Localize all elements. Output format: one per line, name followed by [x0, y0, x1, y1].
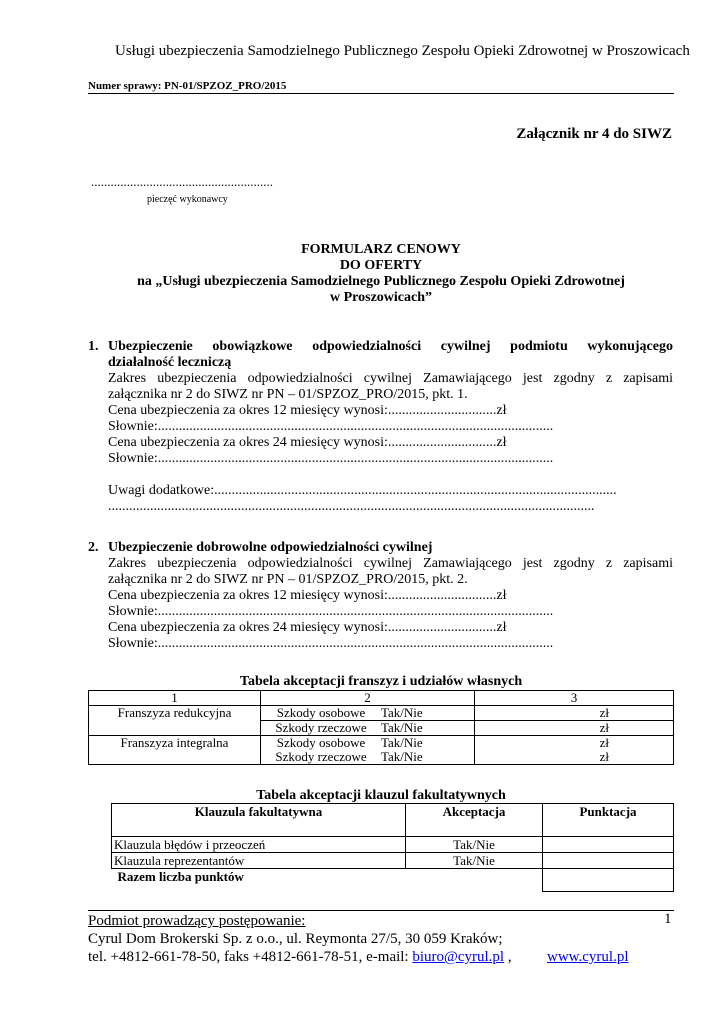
franchise-sub-type: Szkody osobowe [276, 705, 366, 720]
section2-scope-line2: załącznika nr 2 do SIWZ nr PN – 01/SPZOZ_PRO/2015, pkt. 2. [108, 572, 468, 587]
form-title-line2: DO OFERTY [339, 258, 423, 273]
clause-name: Klauzula błędów i przeoczeń [112, 837, 406, 853]
section1-heading-word: podmiotu [510, 339, 568, 354]
franchise-amount: zł [475, 750, 674, 765]
clause-accept: Tak/Nie [406, 853, 543, 869]
section1-remarks-line2: ........................................................................................................................................... [108, 499, 595, 514]
franchise-amount: zł [475, 721, 674, 736]
franchise-accept: Tak/Nie [381, 735, 423, 750]
table-row [89, 750, 674, 765]
stamp-caption: pieczęć wykonawcy [147, 194, 228, 205]
clause-col-header: Punktacja [543, 804, 674, 837]
franchise-sub-cell [261, 721, 475, 736]
section2-scope-word: cywilnej [363, 556, 412, 571]
clause-total-row [112, 869, 674, 892]
section1 [108, 339, 673, 515]
footer-divider [88, 910, 674, 911]
franchise-sub-cell [261, 750, 475, 765]
section1-scope-word: cywilnej [363, 371, 412, 386]
section1-words-12-months: Słownie:................................................................................................................. [108, 419, 554, 434]
section1-scope [108, 371, 673, 387]
section1-scope-word: zapisami [623, 371, 673, 386]
section1-heading [108, 339, 673, 355]
franchise-table [88, 690, 674, 765]
website-link[interactable] [547, 949, 629, 966]
franchise-sub-cell [261, 736, 475, 751]
section1-heading-word: wykonującego [587, 339, 673, 354]
section2 [108, 540, 673, 652]
franchise-table-header-row [89, 691, 674, 706]
clause-points-cell[interactable] [543, 837, 674, 853]
footer-contact-text: tel. +4812-661-78-50, faks +4812-661-78-51, e-mail: [88, 949, 413, 965]
table-row [89, 736, 674, 751]
franchise-sub-type: Szkody rzeczowe [275, 749, 367, 764]
franchise-col-header: 1 [89, 691, 261, 706]
section1-price-24-months: Cena ubezpieczenia za okres 24 miesięcy wynosi:...............................zł [108, 435, 507, 450]
section2-scope-word: ubezpieczenia [157, 556, 237, 571]
franchise-col-header: 3 [475, 691, 674, 706]
section1-words-24-months: Słownie:................................................................................................................. [108, 451, 554, 466]
section1-scope-line2: załącznika nr 2 do SIWZ nr PN – 01/SPZOZ_PRO/2015, pkt. 1. [108, 387, 468, 402]
section1-scope-word: z [605, 371, 613, 386]
stamp-dots: ........................................................ [91, 174, 273, 189]
footer-label: Podmiot prowadzący postępowanie: [88, 913, 306, 929]
clause-total-label: Razem liczba punktów [117, 869, 244, 884]
section2-scope-word: zapisami [623, 556, 673, 571]
section2-scope-word: Zakres [108, 556, 147, 571]
section2-scope [108, 556, 673, 572]
section1-number: 1. [88, 339, 99, 354]
franchise-table-title: Tabela akceptacji franszyz i udziałów własnych [239, 674, 523, 689]
form-title-line3: na „Usługi ubezpieczenia Samodzielnego Publicznego Zespołu Opieki Zdrowotnej [137, 274, 625, 289]
section2-scope-word: zgodny [553, 556, 595, 571]
franchise-sub-type: Szkody rzeczowe [275, 720, 367, 735]
section2-scope-word: Zamawiającego [423, 556, 512, 571]
website-link-text[interactable]: www.cyrul.pl [547, 949, 629, 965]
section2-words-12-months: Słownie:................................................................................................................. [108, 604, 554, 619]
section1-heading-word: Ubezpieczenie [108, 339, 193, 354]
franchise-name: Franszyza redukcyjna [89, 706, 261, 721]
clause-table-header-row [112, 804, 674, 837]
franchise-name [89, 750, 261, 765]
franchise-amount: zł [475, 706, 674, 721]
section1-heading-word: cywilnej [440, 339, 491, 354]
section1-heading-word: odpowiedzialności [312, 339, 422, 354]
document-header-title: Usługi ubezpieczenia Samodzielnego Publicznego Zespołu Opieki Zdrowotnej w Proszowicach [115, 43, 690, 59]
franchise-sub-cell [261, 706, 475, 721]
clause-col-header: Akceptacja [406, 804, 543, 837]
section1-heading-line2: działalność leczniczą [108, 355, 232, 370]
footer-contact [88, 949, 512, 966]
footer-address: Cyrul Dom Brokerski Sp. z o.o., ul. Reymonta 27/5, 30 059 Kraków; [88, 931, 503, 947]
section1-scope-word: jest [522, 371, 543, 386]
attachment-label: Załącznik nr 4 do SIWZ [516, 126, 672, 142]
case-number: Numer sprawy: PN-01/SPZOZ_PRO/2015 [88, 80, 287, 92]
section1-remarks: Uwagi dodatkowe:................................................................................................................... [108, 483, 617, 498]
clause-accept: Tak/Nie [406, 837, 543, 853]
section1-scope-word: Zakres [108, 371, 147, 386]
section1-spacer [108, 467, 673, 483]
franchise-accept: Tak/Nie [381, 749, 423, 764]
section2-words-24-months: Słownie:................................................................................................................. [108, 636, 554, 651]
clause-col-header: Klauzula fakultatywna [112, 804, 406, 837]
table-row [89, 721, 674, 736]
clause-total-points-cell[interactable] [543, 869, 674, 892]
section1-scope-word: odpowiedzialności [247, 371, 353, 386]
section2-heading: Ubezpieczenie dobrowolne odpowiedzialności cywilnej [108, 540, 433, 555]
clause-table [111, 803, 674, 892]
section2-scope-word: z [605, 556, 613, 571]
table-row [89, 706, 674, 721]
section1-scope-word: ubezpieczenia [157, 371, 237, 386]
form-title-line1: FORMULARZ CENOWY [301, 242, 461, 257]
footer-separator: , [504, 949, 512, 965]
header-divider [88, 93, 674, 94]
section1-scope-word: zgodny [553, 371, 595, 386]
franchise-accept: Tak/Nie [381, 705, 423, 720]
franchise-col-header: 2 [261, 691, 475, 706]
section2-number: 2. [88, 540, 99, 555]
clause-table-title: Tabela akceptacji klauzul fakultatywnych [256, 788, 506, 803]
clause-name: Klauzula reprezentantów [112, 853, 406, 869]
franchise-accept: Tak/Nie [381, 720, 423, 735]
section1-price-12-months: Cena ubezpieczenia za okres 12 miesięcy wynosi:...............................zł [108, 403, 507, 418]
section2-price-24-months: Cena ubezpieczenia za okres 24 miesięcy wynosi:...............................zł [108, 620, 507, 635]
table-row [112, 837, 674, 853]
form-title-line4: w Proszowicach” [330, 290, 432, 305]
email-link[interactable]: biuro@cyrul.pl [412, 949, 505, 965]
franchise-name [89, 721, 261, 736]
franchise-amount: zł [475, 736, 674, 751]
section2-price-12-months: Cena ubezpieczenia za okres 12 miesięcy wynosi:...............................zł [108, 588, 507, 603]
section2-scope-word: odpowiedzialności [247, 556, 353, 571]
clause-points-cell[interactable] [543, 853, 674, 869]
franchise-sub-type: Szkody osobowe [276, 735, 366, 750]
section1-scope-word: Zamawiającego [423, 371, 512, 386]
page-number: 1 [664, 911, 672, 927]
table-row [112, 853, 674, 869]
form-title [88, 242, 674, 306]
franchise-name: Franszyza integralna [89, 736, 261, 751]
section2-scope-word: jest [522, 556, 543, 571]
section1-heading-word: obowiązkowe [212, 339, 293, 354]
